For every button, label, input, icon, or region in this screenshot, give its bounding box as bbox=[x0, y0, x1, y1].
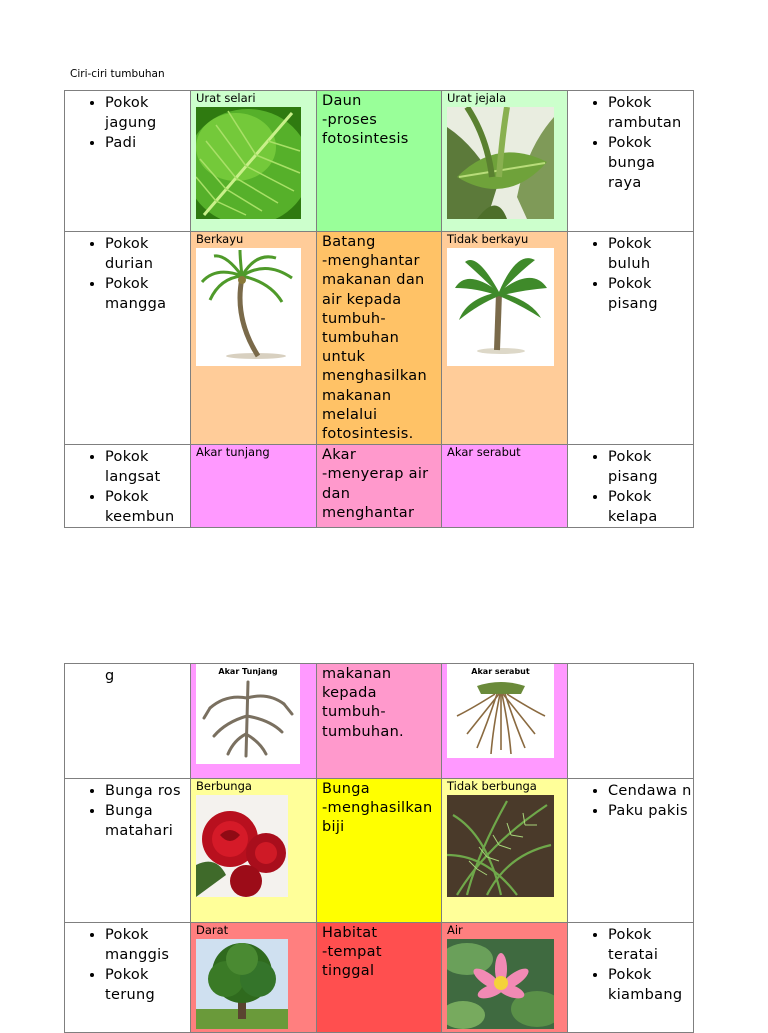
list-item: • Bunga ros bbox=[105, 781, 190, 801]
left-examples-cell bbox=[65, 445, 191, 528]
category-label: Darat bbox=[196, 923, 229, 937]
right-examples-list bbox=[568, 234, 693, 314]
description-line: Bunga bbox=[322, 781, 370, 797]
description-line: biji bbox=[322, 819, 345, 836]
right-category-cell bbox=[442, 91, 568, 232]
description-line: fotosintesis. bbox=[322, 426, 414, 443]
description-text bbox=[317, 232, 441, 444]
left-category-cell bbox=[191, 664, 317, 779]
description-text bbox=[317, 664, 441, 742]
description-line: Daun bbox=[322, 93, 362, 109]
middle-description-cell bbox=[317, 664, 442, 779]
list-item: • Pokok rambutan bbox=[608, 93, 693, 133]
category-label: Berkayu bbox=[196, 232, 244, 246]
list-item: • Pokok keembun bbox=[105, 487, 190, 527]
tree-image bbox=[196, 939, 316, 1029]
description-line: fotosintesis bbox=[322, 131, 409, 148]
category-label: Berbunga bbox=[196, 779, 252, 793]
image-caption: Akar serabut bbox=[471, 667, 530, 676]
description-line: -menghasilkan bbox=[322, 800, 433, 817]
description-line: melalui bbox=[322, 406, 378, 423]
table-row-bunga bbox=[65, 779, 694, 923]
description-line: tumbuhan bbox=[322, 330, 400, 347]
middle-description-cell bbox=[317, 923, 442, 1033]
description-line: makanan dan bbox=[322, 272, 425, 289]
list-item: • Pokok buluh bbox=[608, 234, 693, 274]
description-line: -proses bbox=[322, 112, 378, 129]
category-label: Tidak berkayu bbox=[447, 232, 529, 246]
table-row-batang bbox=[65, 232, 694, 445]
left-examples-list bbox=[65, 93, 190, 153]
description-text bbox=[317, 923, 441, 982]
list-item: • Pokok durian bbox=[105, 234, 190, 274]
right-examples-cell bbox=[568, 664, 694, 779]
left-examples-list bbox=[65, 447, 190, 527]
description-line: kepada bbox=[322, 685, 377, 702]
right-examples-list bbox=[568, 93, 693, 193]
description-text bbox=[317, 91, 441, 150]
description-text bbox=[317, 779, 441, 838]
document-title: Ciri-ciri tumbuhan bbox=[70, 68, 165, 80]
leaf-net-veins-image bbox=[447, 107, 567, 219]
description-line: dan bbox=[322, 485, 351, 502]
list-item: • Cendawa n bbox=[608, 781, 693, 801]
category-label: Urat selari bbox=[196, 91, 256, 105]
continued-text: g bbox=[105, 668, 115, 684]
right-category-cell bbox=[442, 445, 568, 528]
right-examples-list bbox=[568, 925, 693, 1005]
list-item: • Bunga matahari bbox=[105, 801, 190, 841]
list-item: • Padi bbox=[105, 133, 190, 153]
table-row-daun bbox=[65, 91, 694, 232]
list-item: • Pokok kelapa bbox=[608, 487, 693, 527]
right-examples-cell bbox=[568, 923, 694, 1033]
right-examples-list bbox=[568, 447, 693, 527]
description-line: tumbuh- bbox=[322, 310, 386, 327]
description-line: air kepada bbox=[322, 291, 402, 308]
description-line: menghantar bbox=[322, 504, 415, 521]
left-examples-list bbox=[65, 234, 190, 314]
table-row-akar bbox=[65, 445, 694, 528]
table-row-akar-continued bbox=[65, 664, 694, 779]
left-examples-cell bbox=[65, 779, 191, 923]
middle-description-cell bbox=[317, 445, 442, 528]
description-line: makanan bbox=[322, 666, 392, 682]
right-category-cell bbox=[442, 923, 568, 1033]
description-line: tumbuh- bbox=[322, 704, 386, 721]
rose-image bbox=[196, 795, 316, 897]
left-examples-list bbox=[65, 925, 190, 1005]
coconut-tree-image bbox=[196, 248, 316, 366]
fern-image bbox=[447, 795, 567, 897]
middle-description-cell bbox=[317, 91, 442, 232]
list-item: • Pokok manggis bbox=[105, 925, 190, 965]
description-text bbox=[317, 445, 441, 523]
fibrous-root-image bbox=[447, 664, 554, 758]
right-examples-cell bbox=[568, 779, 694, 923]
right-category-cell bbox=[442, 779, 568, 923]
list-item: • Pokok bunga raya bbox=[608, 133, 693, 193]
middle-description-cell bbox=[317, 779, 442, 923]
water-lily-image bbox=[447, 939, 567, 1029]
right-category-cell bbox=[442, 664, 568, 779]
list-item: • Pokok jagung bbox=[105, 93, 190, 133]
image-caption: Akar Tunjang bbox=[218, 667, 278, 676]
category-label: Akar tunjang bbox=[196, 445, 270, 460]
left-category-cell bbox=[191, 445, 317, 528]
description-line: Batang bbox=[322, 234, 376, 250]
right-examples-cell bbox=[568, 91, 694, 232]
description-line: -menghantar bbox=[322, 253, 420, 270]
banana-tree-image bbox=[447, 248, 567, 366]
description-line: tinggal bbox=[322, 963, 375, 980]
category-label: Tidak berbunga bbox=[447, 779, 537, 793]
left-examples-cell bbox=[65, 923, 191, 1033]
table-row-habitat bbox=[65, 923, 694, 1033]
left-examples-cell bbox=[65, 91, 191, 232]
left-category-cell bbox=[191, 779, 317, 923]
left-category-cell bbox=[191, 232, 317, 445]
description-line: makanan bbox=[322, 387, 392, 404]
characteristics-table-part-1 bbox=[64, 90, 694, 528]
right-category-cell bbox=[442, 232, 568, 445]
description-line: Habitat bbox=[322, 925, 378, 941]
left-category-cell bbox=[191, 91, 317, 232]
description-line: tumbuhan. bbox=[322, 723, 404, 740]
list-item: • Pokok kiambang bbox=[608, 965, 693, 1005]
characteristics-table-part-2 bbox=[64, 663, 694, 1033]
list-item: • Pokok langsat bbox=[105, 447, 190, 487]
description-line: -tempat bbox=[322, 944, 382, 961]
taproot-image bbox=[196, 664, 300, 764]
left-category-cell bbox=[191, 923, 317, 1033]
description-line: menghasilkan bbox=[322, 368, 427, 385]
list-item: • Pokok terung bbox=[105, 965, 190, 1005]
left-examples-list bbox=[65, 781, 190, 841]
leaf-parallel-veins-image bbox=[196, 107, 316, 219]
list-item: • Pokok pisang bbox=[608, 274, 693, 314]
category-label: Air bbox=[447, 923, 463, 937]
category-label: Urat jejala bbox=[447, 91, 507, 105]
list-item: • Pokok mangga bbox=[105, 274, 190, 314]
list-item: • Pokok teratai bbox=[608, 925, 693, 965]
description-line: untuk bbox=[322, 349, 366, 366]
left-examples-cell bbox=[65, 232, 191, 445]
category-label: Akar serabut bbox=[447, 445, 521, 460]
description-line: Akar bbox=[322, 447, 357, 464]
right-examples-cell bbox=[568, 445, 694, 528]
description-line: -menyerap air bbox=[322, 466, 429, 483]
left-examples-cell bbox=[65, 664, 191, 779]
list-item: • Paku pakis bbox=[608, 801, 693, 821]
middle-description-cell bbox=[317, 232, 442, 445]
right-examples-cell bbox=[568, 232, 694, 445]
list-item: • Pokok pisang bbox=[608, 447, 693, 487]
right-examples-list bbox=[568, 781, 693, 821]
